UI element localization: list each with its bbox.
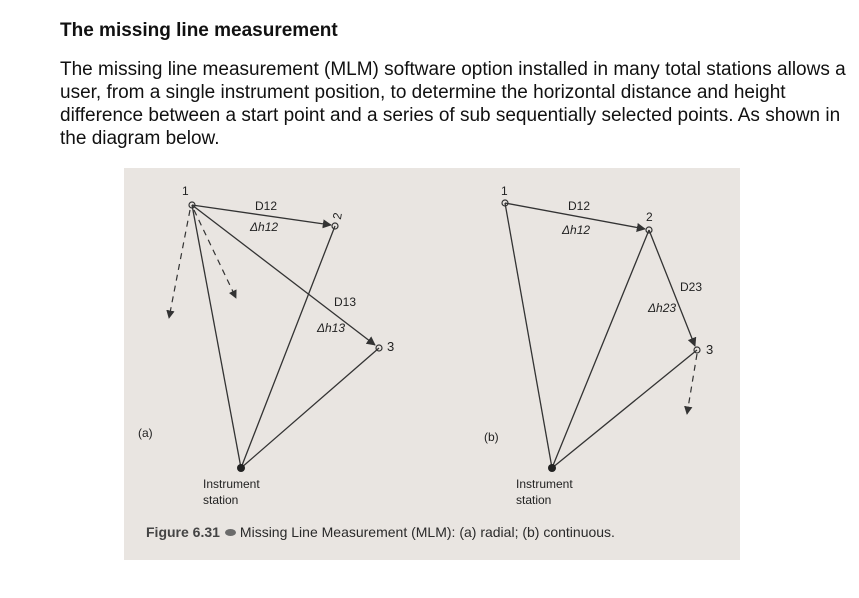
panel-a-d13-label: D13 [334, 295, 357, 309]
panel-b-station-to-p3 [552, 350, 697, 468]
panel-a-dashed-down-left [169, 210, 190, 318]
panel-a-station-label-line1: Instrument [203, 477, 260, 491]
panel-b-dh12-label: Δh12 [562, 223, 591, 237]
panel-b-d23-label: D23 [680, 280, 703, 294]
panel-a-station-label-line2: station [203, 493, 239, 507]
panel-a-station-to-p1 [192, 205, 241, 468]
panel-a-d12-label: D12 [255, 199, 278, 213]
panel-a-point-2-label: 2 [329, 211, 345, 221]
figure-caption [146, 524, 615, 540]
panel-a-point-1-label: 1 [182, 184, 189, 198]
panel-a-point-3-label: 3 [387, 339, 395, 354]
panel-b-diagram [502, 200, 703, 472]
panel-b-point-2-label: 2 [646, 210, 653, 224]
page-heading: The missing line measurement [60, 20, 338, 41]
panel-b-dh23-label: Δh23 [648, 301, 677, 315]
panel-a-station-to-p2 [241, 226, 335, 468]
caption-bullet-icon [225, 529, 236, 536]
panel-b-station-label-line2: station [516, 493, 552, 507]
panel-a-diagram [169, 202, 382, 472]
panel-b-d12-label: D12 [568, 199, 591, 213]
panel-a-line-1-3 [192, 205, 375, 345]
panel-a-station-marker [237, 464, 245, 472]
panel-b-station-to-p2 [552, 230, 649, 468]
panel-a-station-to-p3 [241, 348, 379, 468]
panel-b-dashed-down [687, 354, 697, 414]
panel-b-station-marker [548, 464, 556, 472]
panel-b-tag: (b) [484, 430, 499, 444]
panel-b-point-3-label: 3 [706, 342, 714, 357]
figure-caption-label: Figure 6.31 [146, 524, 220, 540]
figure-caption-text: Missing Line Measurement (MLM): (a) radial; (b) continuous. [239, 524, 615, 540]
panel-a-dh13-label: Δh13 [317, 321, 346, 335]
mlm-figure [124, 168, 740, 560]
panel-a-dh12-label: Δh12 [250, 220, 279, 234]
panel-b-station-to-p1 [505, 203, 552, 468]
body-paragraph: The missing line measurement (MLM) software option installed in many total stations allows a user, from a single instrument position, to determine the horizontal distance and height difference between a start point and a series of sub sequentially selected points. As shown in the diagram below. [60, 59, 846, 149]
panel-b-station-label-line1: Instrument [516, 477, 573, 491]
panel-b-point-1-label: 1 [501, 184, 508, 198]
panel-a-tag: (a) [138, 426, 153, 440]
